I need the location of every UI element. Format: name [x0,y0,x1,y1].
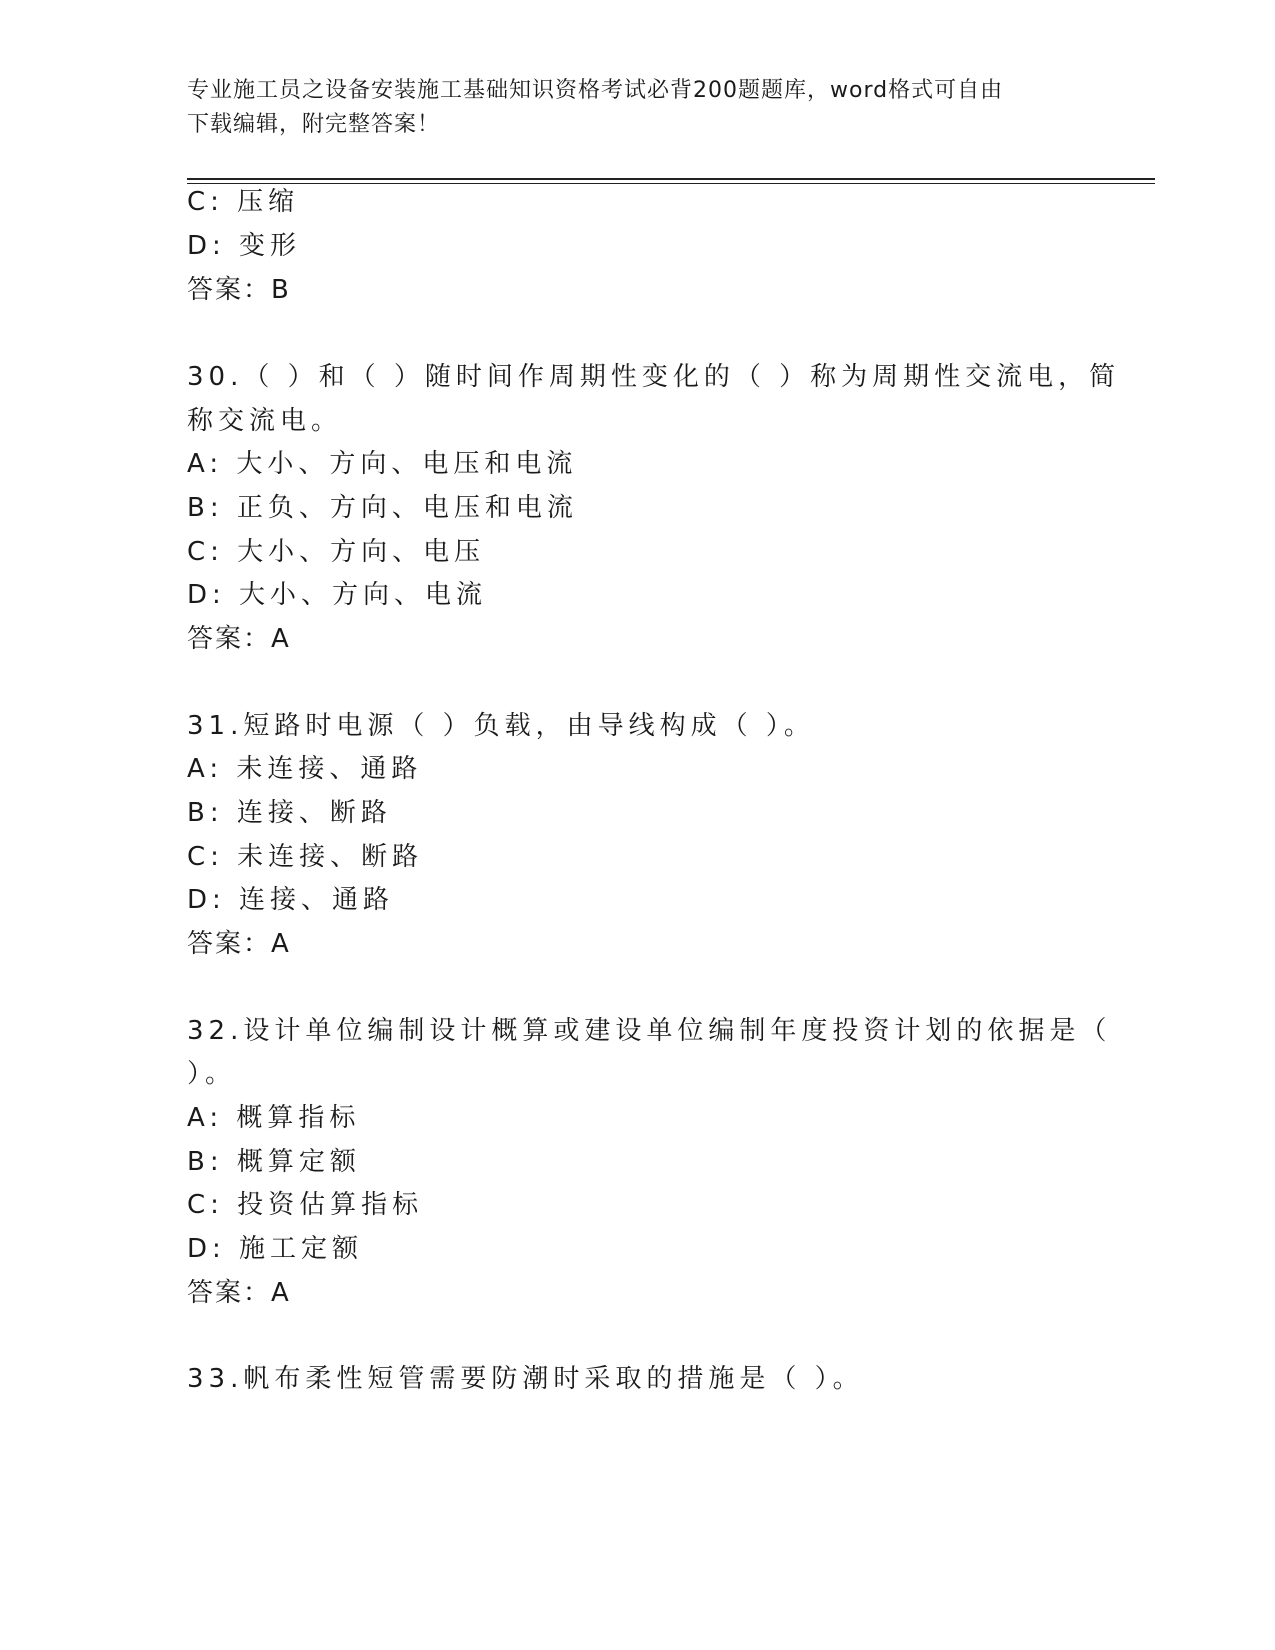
document-header [187,74,1067,142]
answer-q31: 答案：A [187,929,291,959]
question-30-line-1: 30.（ ）和（ ）随时间作周期性变化的（ ）称为周期性交流电，简 [187,362,1121,392]
question-31: 31.短路时电源（ ）负载，由导线构成（ ）。 [187,711,815,741]
question-30-line-2: 称交流电。 [187,406,343,436]
option-b-q31: B: 连接、断路 [187,798,392,828]
header-title-line-2: 下载编辑，附完整答案！ [187,112,441,137]
option-a-q32: A: 概算指标 [187,1103,361,1133]
header-rule-thin [187,183,1155,184]
question-32-line-2: ）。 [187,1059,237,1089]
option-d-q32: D: 施工定额 [187,1234,364,1264]
option-d-q30: D: 大小、方向、电流 [187,580,488,610]
answer-q32: 答案：A [187,1278,291,1308]
option-b-q30: B: 正负、方向、电压和电流 [187,493,578,523]
question-32-line-1: 32.设计单位编制设计概算或建设单位编制年度投资计划的依据是（ [187,1016,1112,1046]
option-c-q32: C: 投资估算指标 [187,1190,424,1220]
option-a-q31: A: 未连接、通路 [187,754,423,784]
answer-q30: 答案：A [187,624,291,654]
option-c-q30: C: 大小、方向、电压 [187,537,486,567]
option-b-q32: B: 概算定额 [187,1147,361,1177]
answer-q29: 答案：B [187,275,291,305]
option-c-q31: C: 未连接、断路 [187,842,424,872]
option-a-q30: A: 大小、方向、电压和电流 [187,449,578,479]
option-d-q29: D: 变形 [187,231,302,261]
option-d-q31: D: 连接、通路 [187,885,395,915]
option-c-q29: C: 压缩 [187,187,300,217]
header-title-line-1: 专业施工员之设备安装施工基础知识资格考试必背200题题库，word格式可自由 [187,78,1004,103]
question-33: 33.帆布柔性短管需要防潮时采取的措施是（ ）。 [187,1364,864,1394]
header-rule-thick [187,178,1155,180]
